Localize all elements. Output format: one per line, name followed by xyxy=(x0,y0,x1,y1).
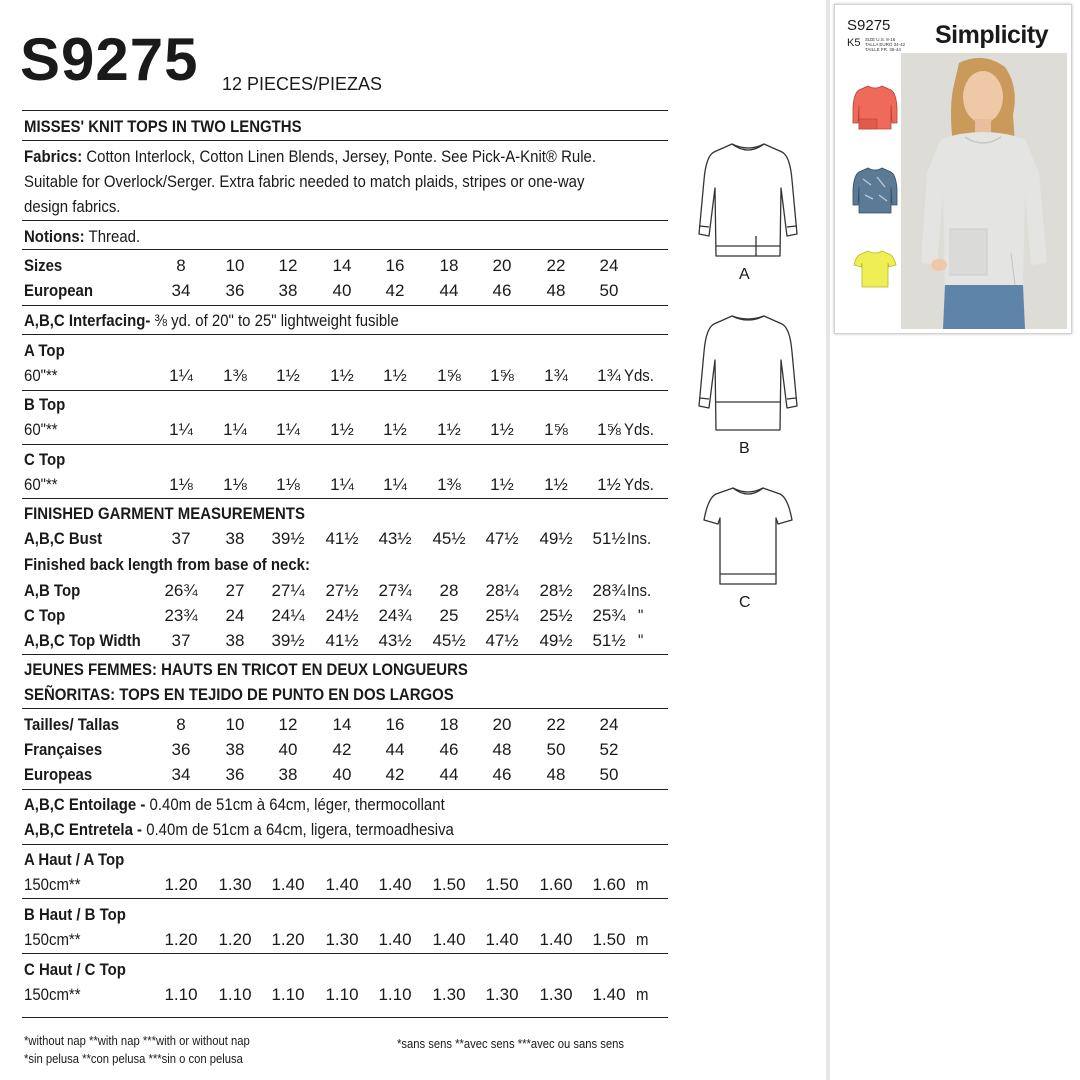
table-cell: 37 xyxy=(171,631,191,650)
table-cell: 1.40 xyxy=(378,930,412,949)
table-cell: 1.10 xyxy=(271,985,305,1004)
table-cell: 12 xyxy=(278,715,298,734)
table-cell: 48 xyxy=(492,740,512,759)
table-cell: 1½ xyxy=(330,366,354,385)
table-cell: 26¾ xyxy=(164,581,198,600)
table-cell: 1.40 xyxy=(539,930,573,949)
table-cell: 48 xyxy=(546,765,566,784)
b-haut-row xyxy=(0,931,828,951)
ab-top-label: A,B Top xyxy=(24,581,81,600)
divider xyxy=(22,140,668,141)
table-cell: 38 xyxy=(278,765,298,784)
view-c-label: C xyxy=(739,594,751,611)
table-cell: 43½ xyxy=(378,631,412,650)
view-b-label: B xyxy=(739,440,750,457)
table-cell: 1⅜ xyxy=(437,475,461,494)
table-cell: 42 xyxy=(385,281,405,300)
table-cell: 1½ xyxy=(597,475,621,494)
title-spanish: SEÑORITAS: TOPS EN TEJIDO DE PUNTO EN DOS LARGOS xyxy=(24,685,454,704)
table-cell: 1¼ xyxy=(383,475,407,494)
table-cell: 1½ xyxy=(437,420,461,439)
divider xyxy=(22,654,668,655)
table-cell: 1.60 xyxy=(539,875,573,894)
table-cell: 27 xyxy=(225,581,245,600)
entoilage-label: A,B,C Entoilage - xyxy=(24,795,146,814)
entoilage-value: 0.40m de 51cm à 64cm, léger, thermocollant xyxy=(149,795,445,814)
c-top-label: C Top xyxy=(24,450,66,469)
a-top-width: 60"** xyxy=(24,366,58,385)
table-cell: 24 xyxy=(225,606,245,625)
table-cell: 52 xyxy=(599,740,619,759)
table-cell: 1¾ xyxy=(544,366,568,385)
table-cell: 45½ xyxy=(432,529,466,548)
table-cell: 24 xyxy=(599,256,619,275)
b-top-width: 60"** xyxy=(24,420,58,439)
c-haut-row xyxy=(0,986,828,1006)
a-haut-width: 150cm** xyxy=(24,875,81,894)
table-cell: 22 xyxy=(546,256,566,275)
b-haut-width: 150cm** xyxy=(24,930,81,949)
c-top-width: 60"** xyxy=(24,475,58,494)
table-cell: 1.30 xyxy=(539,985,573,1004)
title-english: MISSES' KNIT TOPS IN TWO LENGTHS xyxy=(24,117,302,136)
table-cell: 1¾ xyxy=(597,366,621,385)
table-cell: 40 xyxy=(278,740,298,759)
table-cell: 39½ xyxy=(271,529,305,548)
divider xyxy=(22,708,668,709)
table-cell: 28½ xyxy=(539,581,573,600)
table-cell: 1.40 xyxy=(271,875,305,894)
table-cell: 1⅜ xyxy=(223,366,247,385)
table-cell: 18 xyxy=(439,256,459,275)
table-cell: 25½ xyxy=(539,606,573,625)
table-cell: 1.10 xyxy=(164,985,198,1004)
table-cell: 40 xyxy=(332,765,352,784)
table-cell: 1¼ xyxy=(223,420,247,439)
table-cell: 1⅛ xyxy=(223,475,247,494)
table-cell: 49½ xyxy=(539,631,573,650)
table-cell: 34 xyxy=(171,281,191,300)
sizes-row xyxy=(0,257,828,277)
europeas-row xyxy=(0,766,828,786)
table-cell: 44 xyxy=(439,281,459,300)
table-cell: 1⅝ xyxy=(544,420,568,439)
a-top-unit: Yds. xyxy=(624,366,654,385)
table-cell: 1.60 xyxy=(592,875,626,894)
table-cell: 1½ xyxy=(383,420,407,439)
table-cell: 25¼ xyxy=(485,606,519,625)
table-cell: 50 xyxy=(599,765,619,784)
table-cell: 1½ xyxy=(490,475,514,494)
footnote-spanish: *sin pelusa **con pelusa ***sin o con pelusa xyxy=(24,1052,243,1066)
view-a-label: A xyxy=(739,266,750,283)
divider xyxy=(22,1017,668,1018)
table-cell: 1¼ xyxy=(169,420,193,439)
table-cell: 1⅝ xyxy=(490,366,514,385)
a-haut-label: A Haut / A Top xyxy=(24,850,125,869)
table-cell: 24½ xyxy=(325,606,359,625)
table-cell: 38 xyxy=(225,740,245,759)
table-cell: 1.10 xyxy=(218,985,252,1004)
table-cell: 14 xyxy=(332,256,352,275)
b-haut-unit: m xyxy=(636,930,649,949)
table-cell: 1.40 xyxy=(378,875,412,894)
table-cell: 18 xyxy=(439,715,459,734)
page-gutter xyxy=(826,0,830,1080)
b-top-unit: Yds. xyxy=(624,420,654,439)
table-cell: 47½ xyxy=(485,529,519,548)
entretela-label: A,B,C Entretela - xyxy=(24,820,143,839)
divider xyxy=(22,305,668,306)
b-haut-label: B Haut / B Top xyxy=(24,905,126,924)
bust-unit: Ins. xyxy=(627,529,652,548)
envelope-pattern-number: S9275 xyxy=(847,17,891,34)
table-cell: 1⅝ xyxy=(437,366,461,385)
table-cell: 42 xyxy=(332,740,352,759)
view-a-color-swatch-icon xyxy=(851,83,899,133)
fabrics-line-1 xyxy=(24,148,596,165)
width-unit: " xyxy=(638,631,644,650)
envelope-size-chart xyxy=(865,37,905,52)
c-top-length-row xyxy=(0,607,828,627)
european-label: European xyxy=(24,281,93,300)
table-cell: 1.20 xyxy=(164,875,198,894)
table-cell: 42 xyxy=(385,765,405,784)
table-cell: 27½ xyxy=(325,581,359,600)
table-cell: 1.20 xyxy=(271,930,305,949)
c-top-length-unit: " xyxy=(638,606,644,625)
pieces-count: 12 PIECES/PIEZAS xyxy=(222,74,383,94)
table-cell: 1.30 xyxy=(485,985,519,1004)
interfacing-value: ⅜ yd. of 20" to 25" lightweight fusible xyxy=(154,311,399,330)
table-cell: 38 xyxy=(225,529,245,548)
table-cell: 1.30 xyxy=(432,985,466,1004)
fabrics-label: Fabrics: xyxy=(24,147,83,166)
table-cell: 24¾ xyxy=(378,606,412,625)
envelope-size-range: K5 xyxy=(847,37,861,49)
entretela-line xyxy=(24,821,454,838)
divider xyxy=(22,390,668,391)
table-cell: 45½ xyxy=(432,631,466,650)
c-haut-unit: m xyxy=(636,985,649,1004)
table-cell: 12 xyxy=(278,256,298,275)
table-cell: 41½ xyxy=(325,529,359,548)
table-cell: 14 xyxy=(332,715,352,734)
table-cell: 1.40 xyxy=(592,985,626,1004)
divider xyxy=(22,898,668,899)
table-cell: 1¼ xyxy=(330,475,354,494)
table-cell: 1¼ xyxy=(276,420,300,439)
table-cell: 20 xyxy=(492,256,512,275)
table-cell: 1.50 xyxy=(432,875,466,894)
table-cell: 25¾ xyxy=(592,606,626,625)
table-cell: 41½ xyxy=(325,631,359,650)
interfacing-label: A,B,C Interfacing- xyxy=(24,311,151,330)
table-cell: 10 xyxy=(225,256,245,275)
fabrics-line-3: design fabrics. xyxy=(24,197,121,216)
fabrics-line-2: Suitable for Overlock/Serger. Extra fabric needed to match plaids, stripes or one-way xyxy=(24,172,585,191)
table-cell: 24¼ xyxy=(271,606,305,625)
b-top-label: B Top xyxy=(24,395,66,414)
table-cell: 44 xyxy=(385,740,405,759)
divider xyxy=(22,220,668,221)
width-row xyxy=(0,632,828,652)
table-cell: 43½ xyxy=(378,529,412,548)
table-cell: 28¼ xyxy=(485,581,519,600)
table-cell: 28¾ xyxy=(592,581,626,600)
c-haut-label: C Haut / C Top xyxy=(24,960,126,979)
divider xyxy=(22,110,668,111)
envelope-size-line: TALLA EURO 34-42 xyxy=(865,42,906,47)
model-illustration xyxy=(901,53,1067,329)
divider xyxy=(22,789,668,790)
notions-value: Thread. xyxy=(88,227,141,246)
notions-line xyxy=(24,228,140,245)
table-cell: 1.20 xyxy=(218,930,252,949)
table-cell: 40 xyxy=(332,281,352,300)
notions-label: Notions: xyxy=(24,227,85,246)
table-cell: 47½ xyxy=(485,631,519,650)
table-cell: 44 xyxy=(439,765,459,784)
divider xyxy=(22,498,668,499)
interfacing-line xyxy=(24,312,399,329)
table-cell: 8 xyxy=(176,715,186,734)
table-cell: 16 xyxy=(385,715,405,734)
a-top-label: A Top xyxy=(24,341,65,360)
table-cell: 1.50 xyxy=(592,930,626,949)
table-cell: 20 xyxy=(492,715,512,734)
back-length-label: Finished back length from base of neck: xyxy=(24,555,310,574)
table-cell: 1⅛ xyxy=(169,475,193,494)
simplicity-logo: Simplicity xyxy=(935,21,1049,49)
table-cell: 22 xyxy=(546,715,566,734)
table-cell: 27¾ xyxy=(378,581,412,600)
width-label: A,B,C Top Width xyxy=(24,631,141,650)
c-top-unit: Yds. xyxy=(624,475,654,494)
divider xyxy=(22,953,668,954)
table-cell: 1½ xyxy=(276,366,300,385)
table-cell: 1½ xyxy=(490,420,514,439)
francaises-row xyxy=(0,741,828,761)
table-cell: 34 xyxy=(171,765,191,784)
entretela-value: 0.40m de 51cm a 64cm, ligera, termoadhesiva xyxy=(146,820,454,839)
table-cell: 50 xyxy=(599,281,619,300)
entoilage-line xyxy=(24,796,445,813)
table-cell: 23¾ xyxy=(164,606,198,625)
table-cell: 1⅛ xyxy=(276,475,300,494)
a-haut-unit: m xyxy=(636,875,649,894)
view-b-color-swatch-icon xyxy=(851,165,899,217)
table-cell: 39½ xyxy=(271,631,305,650)
table-cell: 1.10 xyxy=(378,985,412,1004)
c-haut-width: 150cm** xyxy=(24,985,81,1004)
table-cell: 10 xyxy=(225,715,245,734)
table-cell: 1.50 xyxy=(485,875,519,894)
table-cell: 37 xyxy=(171,529,191,548)
tailles-label: Tailles/ Tallas xyxy=(24,715,120,734)
divider xyxy=(22,249,668,250)
table-cell: 1.40 xyxy=(325,875,359,894)
table-cell: 49½ xyxy=(539,529,573,548)
divider xyxy=(22,444,668,445)
tailles-row xyxy=(0,716,828,736)
table-cell: 1½ xyxy=(544,475,568,494)
title-french: JEUNES FEMMES: HAUTS EN TRICOT EN DEUX LONGUEURS xyxy=(24,660,468,679)
table-cell: 50 xyxy=(546,740,566,759)
table-cell: 1.30 xyxy=(218,875,252,894)
table-cell: 27¼ xyxy=(271,581,305,600)
table-cell: 46 xyxy=(492,281,512,300)
table-cell: 48 xyxy=(546,281,566,300)
table-cell: 46 xyxy=(439,740,459,759)
view-b-sketch xyxy=(696,312,800,434)
sizes-label: Sizes xyxy=(24,256,63,275)
view-c-color-swatch-icon xyxy=(853,249,897,289)
table-cell: 25 xyxy=(439,606,459,625)
table-cell: 1.40 xyxy=(432,930,466,949)
divider xyxy=(22,334,668,335)
table-cell: 1.10 xyxy=(325,985,359,1004)
table-cell: 38 xyxy=(225,631,245,650)
table-cell: 36 xyxy=(225,765,245,784)
table-cell: 36 xyxy=(225,281,245,300)
a-haut-row xyxy=(0,876,828,896)
table-cell: 1.20 xyxy=(164,930,198,949)
table-cell: 16 xyxy=(385,256,405,275)
table-cell: 8 xyxy=(176,256,186,275)
pattern-number: S9275 xyxy=(20,26,199,93)
envelope-size-line: SIZE U.S. 8-16 xyxy=(865,37,896,42)
table-cell: 36 xyxy=(171,740,191,759)
europeas-label: Europeas xyxy=(24,765,93,784)
table-cell: 38 xyxy=(278,281,298,300)
model-photo xyxy=(901,53,1067,329)
table-cell: 1⅝ xyxy=(597,420,621,439)
table-cell: 51½ xyxy=(592,631,626,650)
table-cell: 1.30 xyxy=(325,930,359,949)
table-cell: 1¼ xyxy=(169,366,193,385)
fabrics-text-1: Cotton Interlock, Cotton Linen Blends, Jersey, Ponte. See Pick-A-Knit® Rule. xyxy=(86,147,597,166)
view-a-sketch xyxy=(696,140,800,260)
table-cell: 1½ xyxy=(330,420,354,439)
table-cell: 1.40 xyxy=(485,930,519,949)
ab-top-unit: Ins. xyxy=(627,581,652,600)
footnote-english: *without nap **with nap ***with or without nap xyxy=(24,1034,250,1048)
table-cell: 28 xyxy=(439,581,459,600)
table-cell: 1½ xyxy=(383,366,407,385)
bust-label: A,B,C Bust xyxy=(24,529,103,548)
francaises-label: Françaises xyxy=(24,740,103,759)
table-cell: 51½ xyxy=(592,529,626,548)
table-cell: 24 xyxy=(599,715,619,734)
footnote-french: *sans sens **avec sens ***avec ou sans sens xyxy=(397,1037,625,1051)
envelope-size-line: TAILLE FR. 36-44 xyxy=(865,47,901,52)
c-top-length-label: C Top xyxy=(24,606,66,625)
divider xyxy=(22,844,668,845)
view-c-sketch xyxy=(700,484,796,588)
table-cell: 46 xyxy=(492,765,512,784)
finished-title: FINISHED GARMENT MEASUREMENTS xyxy=(24,504,305,523)
european-row xyxy=(0,282,828,302)
envelope-front-thumbnail xyxy=(834,4,1072,334)
